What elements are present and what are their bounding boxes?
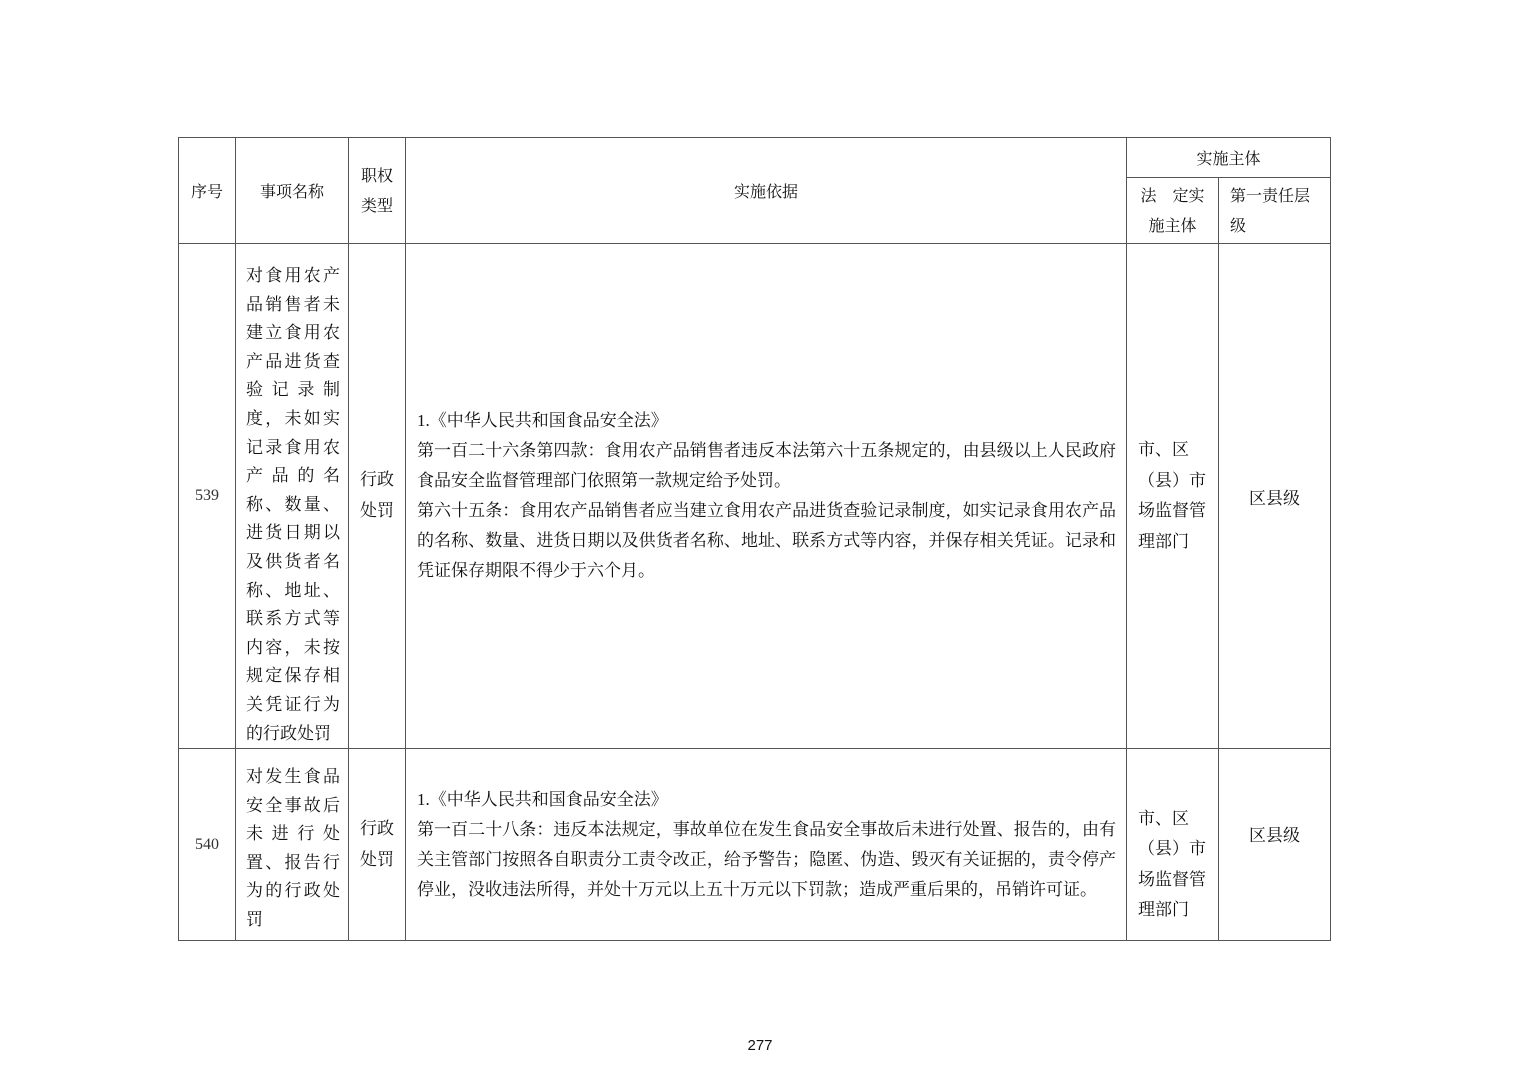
legal-subject: 市、区（县）市场监督管理部门 xyxy=(1138,440,1206,552)
table-row xyxy=(179,749,1331,941)
item-name: 对食用农产品销售者未建立食用农产品进货查验记录制度，未如实记录食用农产品的名称、数量、进货日期以及供货者名称、地址、联系方式等内容，未按规定保存相关凭证行为的行政处罚 xyxy=(246,266,340,744)
basis-cell xyxy=(406,749,1127,941)
page-number: 277 xyxy=(747,1037,773,1054)
law-title: 1.《中华人民共和国食品安全法》 xyxy=(417,411,668,431)
header-seq: 序号 xyxy=(179,138,236,244)
law-title: 1.《中华人民共和国食品安全法》 xyxy=(417,789,668,809)
header-row xyxy=(179,138,1331,178)
header-item-name: 事项名称 xyxy=(236,138,349,244)
responsibility-level: 区县级 xyxy=(1219,244,1331,749)
header-subject-group: 实施主体 xyxy=(1127,138,1331,178)
article-paragraph: 第六十五条：食用农产品销售者应当建立食用农产品进货查验记录制度，如实记录食用农产品的名称、数量、进货日期以及供货者名称、地址、联系方式等内容，并保存相关凭证。记录和凭证保存期限不得少于六个月。 xyxy=(417,501,1116,582)
power-type: 行政处罚 xyxy=(360,818,394,870)
responsibility-level: 区县级 xyxy=(1219,749,1331,941)
article-paragraph: 第一百二十八条：违反本法规定，事故单位在发生食品安全事故后未进行处置、报告的，由有关主管部门按照各自职责分工责令改正，给予警告；隐匿、伪造、毁灭有关证据的，责令停产停业，没收违法所得，并处十万元以上五十万元以下罚款；造成严重后果的，吊销许可证。 xyxy=(417,819,1116,900)
basis-cell xyxy=(406,244,1127,749)
table-row xyxy=(179,244,1331,749)
legal-subject-cell xyxy=(1127,749,1219,941)
item-name: 对发生食品安全事故后未进行处置、报告行为的行政处罚 xyxy=(246,767,340,931)
row-number: 540 xyxy=(179,749,236,941)
header-responsibility-level xyxy=(1219,178,1331,244)
header-power-type-text: 职权类型 xyxy=(360,165,393,215)
power-type-cell xyxy=(349,749,406,941)
item-name-cell xyxy=(236,244,349,749)
header-basis: 实施依据 xyxy=(406,138,1127,244)
item-name-cell xyxy=(236,749,349,941)
enforcement-items-table xyxy=(178,137,1331,941)
article-paragraph: 第一百二十六条第四款：食用农产品销售者违反本法第六十五条规定的，由县级以上人民政府食品安全监督管理部门依照第一款规定给予处罚。 xyxy=(417,441,1116,492)
header-responsibility-level-text: 第一责任层级 xyxy=(1230,185,1311,235)
power-type: 行政处罚 xyxy=(360,470,394,522)
header-legal-subject xyxy=(1127,178,1219,244)
legal-subject: 市、区（县）市场监督管理部门 xyxy=(1138,808,1206,921)
row-number: 539 xyxy=(179,244,236,749)
header-power-type xyxy=(349,138,406,244)
legal-subject-cell xyxy=(1127,244,1219,749)
power-type-cell xyxy=(349,244,406,749)
header-legal-subject-text: 法 定实施主体 xyxy=(1140,185,1205,235)
